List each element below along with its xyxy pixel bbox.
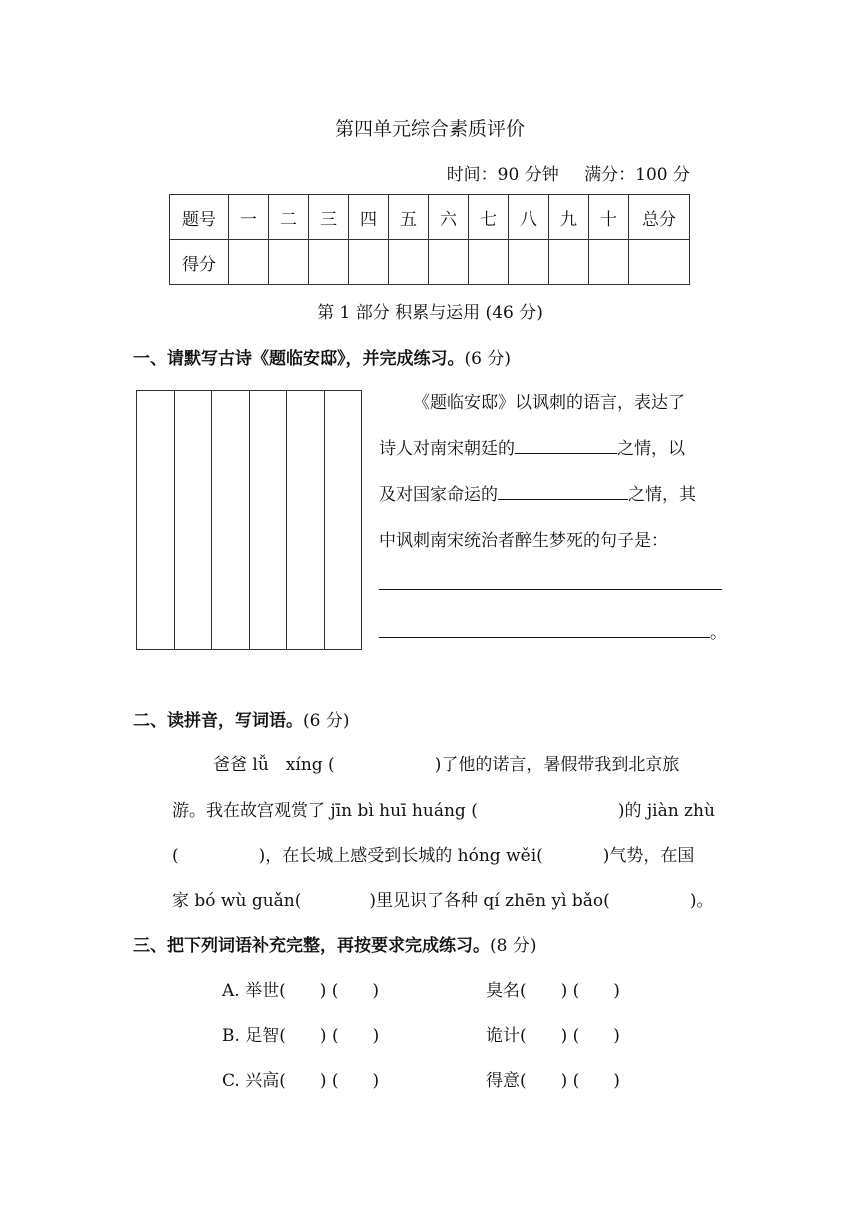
question-1-points: (6 分) [464,349,511,369]
q1-line-4: 中讽刺南宋统治者醉生梦死的句子是： [379,531,668,551]
q2-text: )的 jiàn zhù [617,801,715,821]
time-limit: 时间：90 分钟 [446,165,559,185]
score-table [169,194,690,285]
q2-line-2 [172,796,715,821]
score-cell: 七 [469,195,509,240]
q1-text: 。 [710,623,727,643]
q1-text: 之情，以 [617,439,685,459]
score-input-cell[interactable] [269,240,309,285]
q1-line-3 [379,480,696,505]
grid-column[interactable] [137,391,175,649]
idiom-item-c-left[interactable]: C. 兴高( ) ( ) [222,1071,380,1091]
q2-line-4 [172,886,713,911]
score-input-cell[interactable] [349,240,389,285]
q2-text: 游。我在故宫观赏了 jīn bì huī huáng ( [172,801,478,821]
idiom-item-b-left[interactable]: B. 足智( ) ( ) [222,1026,380,1046]
q2-text: )了他的诺言，暑假带我到北京旅 [434,755,680,775]
poem-writing-grid[interactable] [136,390,362,650]
q1-line-6 [379,618,727,643]
part-heading: 第 1 部分 积累与运用 (46 分) [317,303,543,323]
score-input-cell[interactable] [429,240,469,285]
question-1-text: 一、请默写古诗《题临安邸》，并完成练习。 [133,349,465,369]
score-cell: 六 [429,195,469,240]
q1-text: 及对国家命运的 [379,485,498,505]
idiom-item-a-right[interactable]: 臭名( ) ( ) [486,981,620,1001]
grid-column[interactable] [212,391,250,649]
score-cell: 四 [349,195,389,240]
q2-text: )，在长城上感受到长城的 hóng wěi( [258,846,543,866]
score-table-header-row [170,195,690,240]
page-title: 第四单元综合素质评价 [334,118,525,140]
grid-column[interactable] [325,391,362,649]
idiom-item-c-right[interactable]: 得意( ) ( ) [486,1071,620,1091]
q2-text: )气势，在国 [602,846,695,866]
exam-meta [427,160,690,185]
grid-column[interactable] [250,391,288,649]
score-input-cell[interactable] [549,240,589,285]
question-2-text: 二、读拼音，写词语。 [133,711,303,731]
full-score: 满分：100 分 [584,165,690,185]
q1-text: 之情，其 [628,485,696,505]
score-input-cell[interactable] [469,240,509,285]
score-cell: 八 [509,195,549,240]
score-cell: 二 [269,195,309,240]
question-2-points: (6 分) [303,711,350,731]
question-2-heading [133,706,349,731]
question-3-text: 三、把下列词语补充完整，再按要求完成练习。 [133,936,490,956]
q1-text: 诗人对南宋朝廷的 [379,439,515,459]
score-cell: 题号 [170,195,229,240]
q1-line-2 [379,434,685,459]
score-input-cell[interactable] [229,240,269,285]
grid-column[interactable] [175,391,213,649]
q2-text: )。 [689,891,714,911]
q2-text: )里见识了各种 qí zhēn yì bǎo( [369,891,610,911]
question-1-heading [133,344,511,369]
answer-blank[interactable] [498,483,628,500]
q2-text: 家 bó wù guǎn( [172,891,302,911]
q1-line-1: 《题临安邸》以讽刺的语言，表达了 [413,393,685,413]
score-table-score-row [170,240,690,285]
idiom-item-b-right[interactable]: 诡计( ) ( ) [486,1026,620,1046]
score-input-cell[interactable] [389,240,429,285]
q2-line-3 [172,841,694,866]
score-cell: 总分 [629,195,690,240]
score-cell: 得分 [170,240,229,285]
answer-line[interactable] [379,589,722,590]
grid-column[interactable] [287,391,325,649]
score-cell: 九 [549,195,589,240]
score-cell: 十 [589,195,629,240]
idiom-item-a-left[interactable]: A. 举世( ) ( ) [222,981,380,1001]
question-3-points: (8 分) [490,936,537,956]
score-input-cell[interactable] [629,240,690,285]
score-input-cell[interactable] [309,240,349,285]
q2-line-1 [213,750,679,775]
answer-blank[interactable] [515,437,617,454]
question-3-heading [133,931,536,956]
score-cell: 一 [229,195,269,240]
answer-line[interactable] [379,621,710,638]
score-cell: 三 [309,195,349,240]
score-cell: 五 [389,195,429,240]
q2-text: ( [172,846,179,866]
q2-text: 爸爸 lǚ xíng ( [213,755,335,775]
score-input-cell[interactable] [589,240,629,285]
score-input-cell[interactable] [509,240,549,285]
